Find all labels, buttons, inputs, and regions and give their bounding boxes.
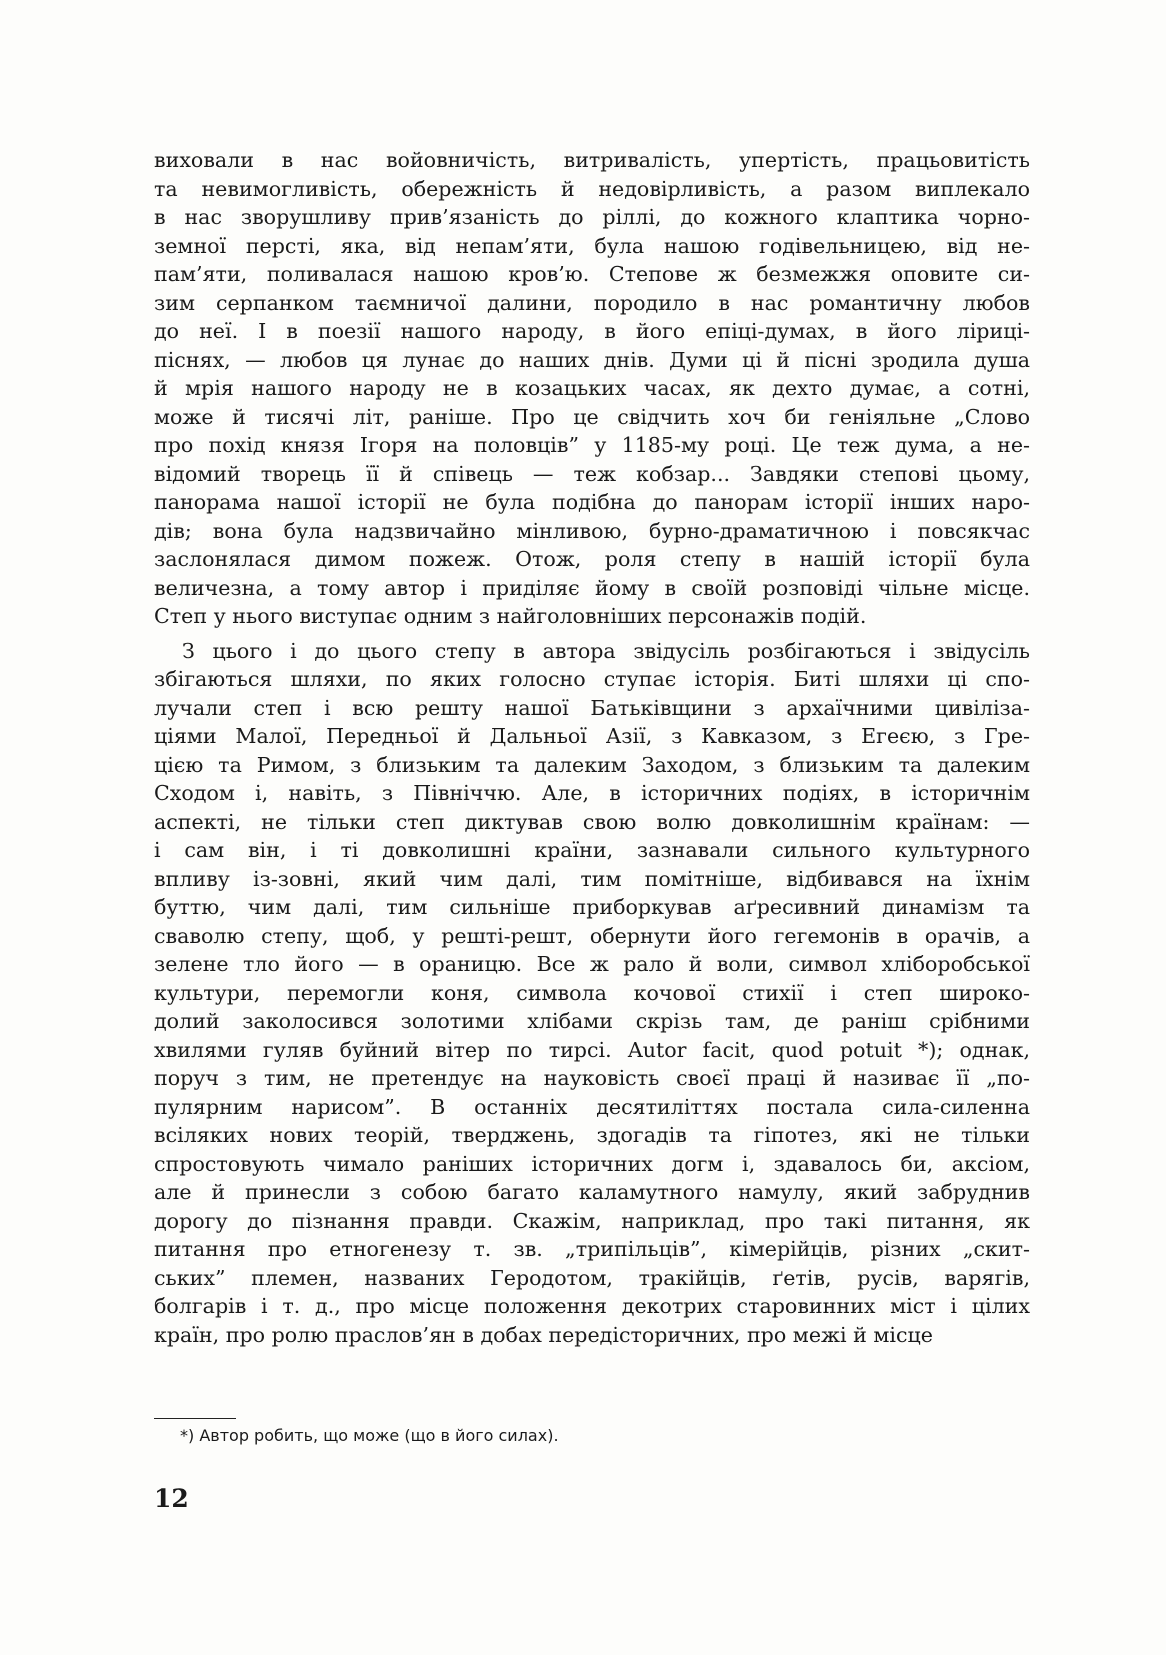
text-line: З цього і до цього степу в автора звідусіль розбігаються і звідусіль	[182, 638, 1030, 663]
text-line: болгарів і т. д., про місце положення декотрих старовинних міст і цілих	[154, 1294, 1030, 1318]
text-line: заслонялася димом пожеж. Отож, роля степу в нашій історії була	[154, 547, 1030, 571]
text-line: хвилями гуляв буйний вітер по тирсі. Autor facit, quod potuit *); однак,	[154, 1037, 1030, 1062]
text-line: Сходом і, навіть, з Північчю. Але, в історичних подіях, в історичнім	[154, 781, 1030, 805]
text-line: впливу із-зовні, який чим далі, тим помітніше, відбивався на їхнім	[154, 866, 1030, 891]
paragraph-2	[154, 637, 1030, 1350]
text-line: й мрія нашого народу не в козацьких часах, як дехто думає, а сотні,	[154, 376, 1030, 400]
text-line: сваволю степу, щоб, у решті-решт, обернути його гегемонів в орачів, а	[154, 923, 1030, 948]
text-line: земної персті, яка, від непам’яти, була нашою годівельницею, від не-	[154, 233, 1030, 258]
text-line: збігаються шляхи, по яких голосно ступає історія. Биті шляхи ці спо-	[154, 667, 1030, 691]
text-line: і сам він, і ті довколишні країни, зазнавали сильного культурного	[154, 838, 1030, 862]
text-line: культури, перемогли коня, символа кочової стихії і степ широко-	[154, 980, 1030, 1005]
text-line: спростовують чимало раніших історичних догм і, здавалось би, аксіом,	[154, 1151, 1030, 1176]
text-line: та невимогливість, обережність й недовірливість, а разом виплекало	[154, 176, 1030, 201]
text-line: до неї. І в поезії нашого народу, в його епіці-думах, в його ліриці-	[154, 319, 1030, 343]
text-line: Степ у нього виступає одним з найголовніших персонажів подій.	[154, 604, 867, 628]
text-line: дів; вона була надзвичайно мінливою, бурно-драматичною і повсякчас	[154, 518, 1030, 543]
text-line: питання про етногенезу т. зв. „трипільців”, кімерійців, різних „скит-	[154, 1237, 1030, 1261]
footnote: *) Автор робить, що може (що в його силах).	[180, 1426, 559, 1445]
text-line: пам’яти, поливалася нашою кров’ю. Степове ж безмежжя оповите си-	[154, 262, 1030, 286]
text-line: буттю, чим далі, тим сильніше приборкував аґресивний динамізм та	[154, 895, 1030, 919]
paragraph-1	[154, 146, 1030, 631]
text-line: виховали в нас войовничість, витривалість, упертість, працьовитість	[154, 148, 1030, 172]
text-line: цією та Римом, з близьким та далеким Заходом, з близьким та далеким	[154, 752, 1030, 777]
text-line: дорогу до пізнання правди. Скажім, наприклад, про такі питання, як	[154, 1208, 1030, 1233]
text-line: країн, про ролю праслов’ян в добах передісторичних, про межі й місце	[154, 1322, 933, 1347]
text-line: ціями Малої, Передньої й Дальньої Азії, з Кавказом, з Егеєю, з Гре-	[154, 724, 1030, 748]
text-line: але й принесли з собою багато каламутного намулу, який забруднив	[154, 1180, 1030, 1204]
text-line: долий заколосився золотими хлібами скрізь там, де раніш срібними	[154, 1009, 1030, 1033]
page-number: 12	[154, 1484, 189, 1513]
text-line: панорама нашої історії не була подібна до панорам історії інших наро-	[154, 490, 1030, 514]
text-line: про похід князя Ігоря на половців” у 1185-му році. Це теж дума, а не-	[154, 433, 1030, 457]
text-line: пулярним нарисом”. В останніх десятиліттях постала сила-силенна	[154, 1094, 1030, 1119]
text-line: зелене тло його — в ораницю. Все ж рало й воли, символ хліборобської	[154, 952, 1030, 976]
text-line: в нас зворушливу прив’язаність до ріллі, до кожного клаптика чорно-	[154, 205, 1030, 229]
footnote-divider	[154, 1418, 236, 1419]
text-line: аспекті, не тільки степ диктував свою волю довколишнім країнам: —	[154, 809, 1030, 834]
text-line: лучали степ і всю решту нашої Батьківщини з архаїчними цивіліза-	[154, 695, 1030, 720]
body-text	[154, 146, 1030, 1349]
text-line: може й тисячі літ, раніше. Про це свідчить хоч би геніяльне „Слово	[154, 404, 1030, 429]
text-line: піснях, — любов ця лунає до наших днів. Думи ці й пісні зродила душа	[154, 347, 1030, 372]
text-line: величезна, а тому автор і приділяє йому в своїй розповіді чільне місце.	[154, 575, 1030, 600]
text-line: поруч з тим, не претендує на науковість своєї праці й називає її „по-	[154, 1066, 1030, 1090]
text-line: зим серпанком таємничої далини, породило в нас романтичну любов	[154, 290, 1030, 315]
text-line: відомий творець її й співець — теж кобзар... Завдяки степові цьому,	[154, 461, 1030, 486]
text-line: ських” племен, названих Геродотом, тракійців, ґетів, русів, варягів,	[154, 1265, 1030, 1290]
text-line: всіляких нових теорій, тверджень, здогадів та гіпотез, які не тільки	[154, 1123, 1030, 1147]
